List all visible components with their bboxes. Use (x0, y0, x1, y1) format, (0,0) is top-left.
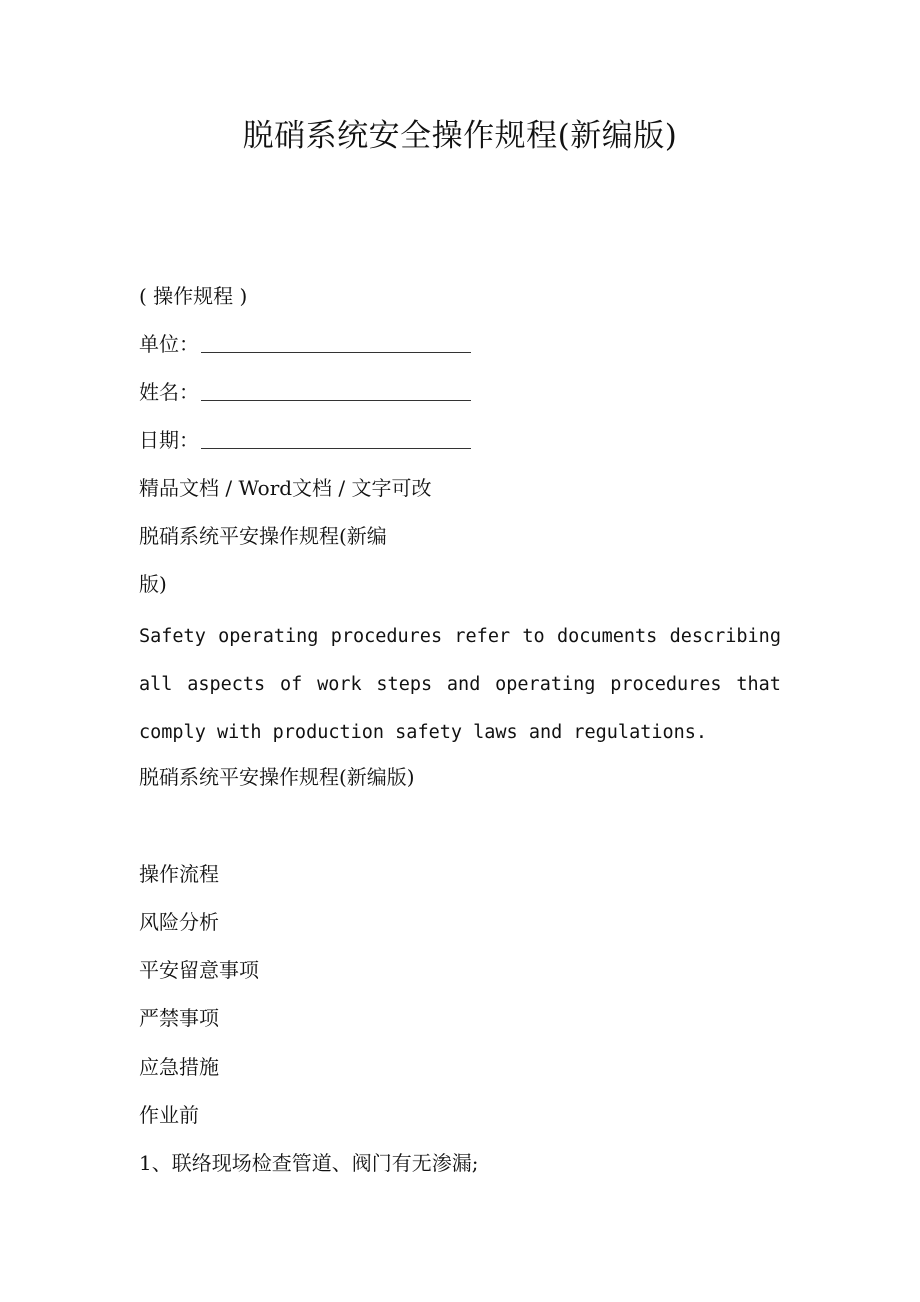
tagline: 精品文档 / Word文档 / 文字可改 (139, 476, 432, 500)
category-label: ( 操作规程 ) (139, 284, 248, 308)
section-risk-analysis: 风险分析 (139, 910, 219, 934)
section-operation-flow: 操作流程 (139, 862, 219, 886)
english-paragraph-line-1 (139, 622, 781, 652)
section-before-operation: 作业前 (139, 1103, 199, 1127)
subtitle-line-1: 脱硝系统平安操作规程(新编 (139, 524, 387, 548)
word: documents (557, 626, 658, 647)
word: Safety (139, 626, 206, 647)
unit-field (139, 329, 471, 359)
word: steps (376, 674, 433, 695)
unit-blank-line[interactable] (201, 334, 471, 353)
date-label: 日期： (139, 428, 199, 452)
date-blank-line[interactable] (201, 430, 471, 449)
subtitle-line-2: 版) (139, 572, 167, 596)
name-blank-line[interactable] (201, 382, 471, 401)
name-label: 姓名： (139, 380, 199, 404)
date-field (139, 425, 471, 455)
unit-label: 单位： (139, 332, 199, 356)
word: refer (454, 626, 511, 647)
word: to (522, 626, 545, 647)
word: aspects (187, 674, 266, 695)
word: procedures (330, 626, 443, 647)
english-paragraph-line-3: comply with production safety laws and regulations. (139, 722, 708, 743)
name-field (139, 377, 471, 407)
heading-repeat: 脱硝系统平安操作规程(新编版) (139, 765, 415, 789)
section-prohibited-items: 严禁事项 (139, 1006, 219, 1030)
english-paragraph-line-2 (139, 670, 781, 700)
section-emergency-measures: 应急措施 (139, 1055, 219, 1079)
word: and (446, 674, 481, 695)
word: of (279, 674, 303, 695)
step-1: 1、联络现场检查管道、阀门有无渗漏; (139, 1151, 479, 1175)
word: operating (218, 626, 319, 647)
word: all (139, 674, 173, 695)
word: that (736, 674, 781, 695)
word: work (317, 674, 362, 695)
section-safety-notes: 平安留意事项 (139, 958, 259, 982)
word: procedures (610, 674, 722, 695)
document-title: 脱硝系统安全操作规程(新编版) (242, 118, 678, 154)
word: describing (669, 626, 781, 647)
word: operating (495, 674, 596, 695)
